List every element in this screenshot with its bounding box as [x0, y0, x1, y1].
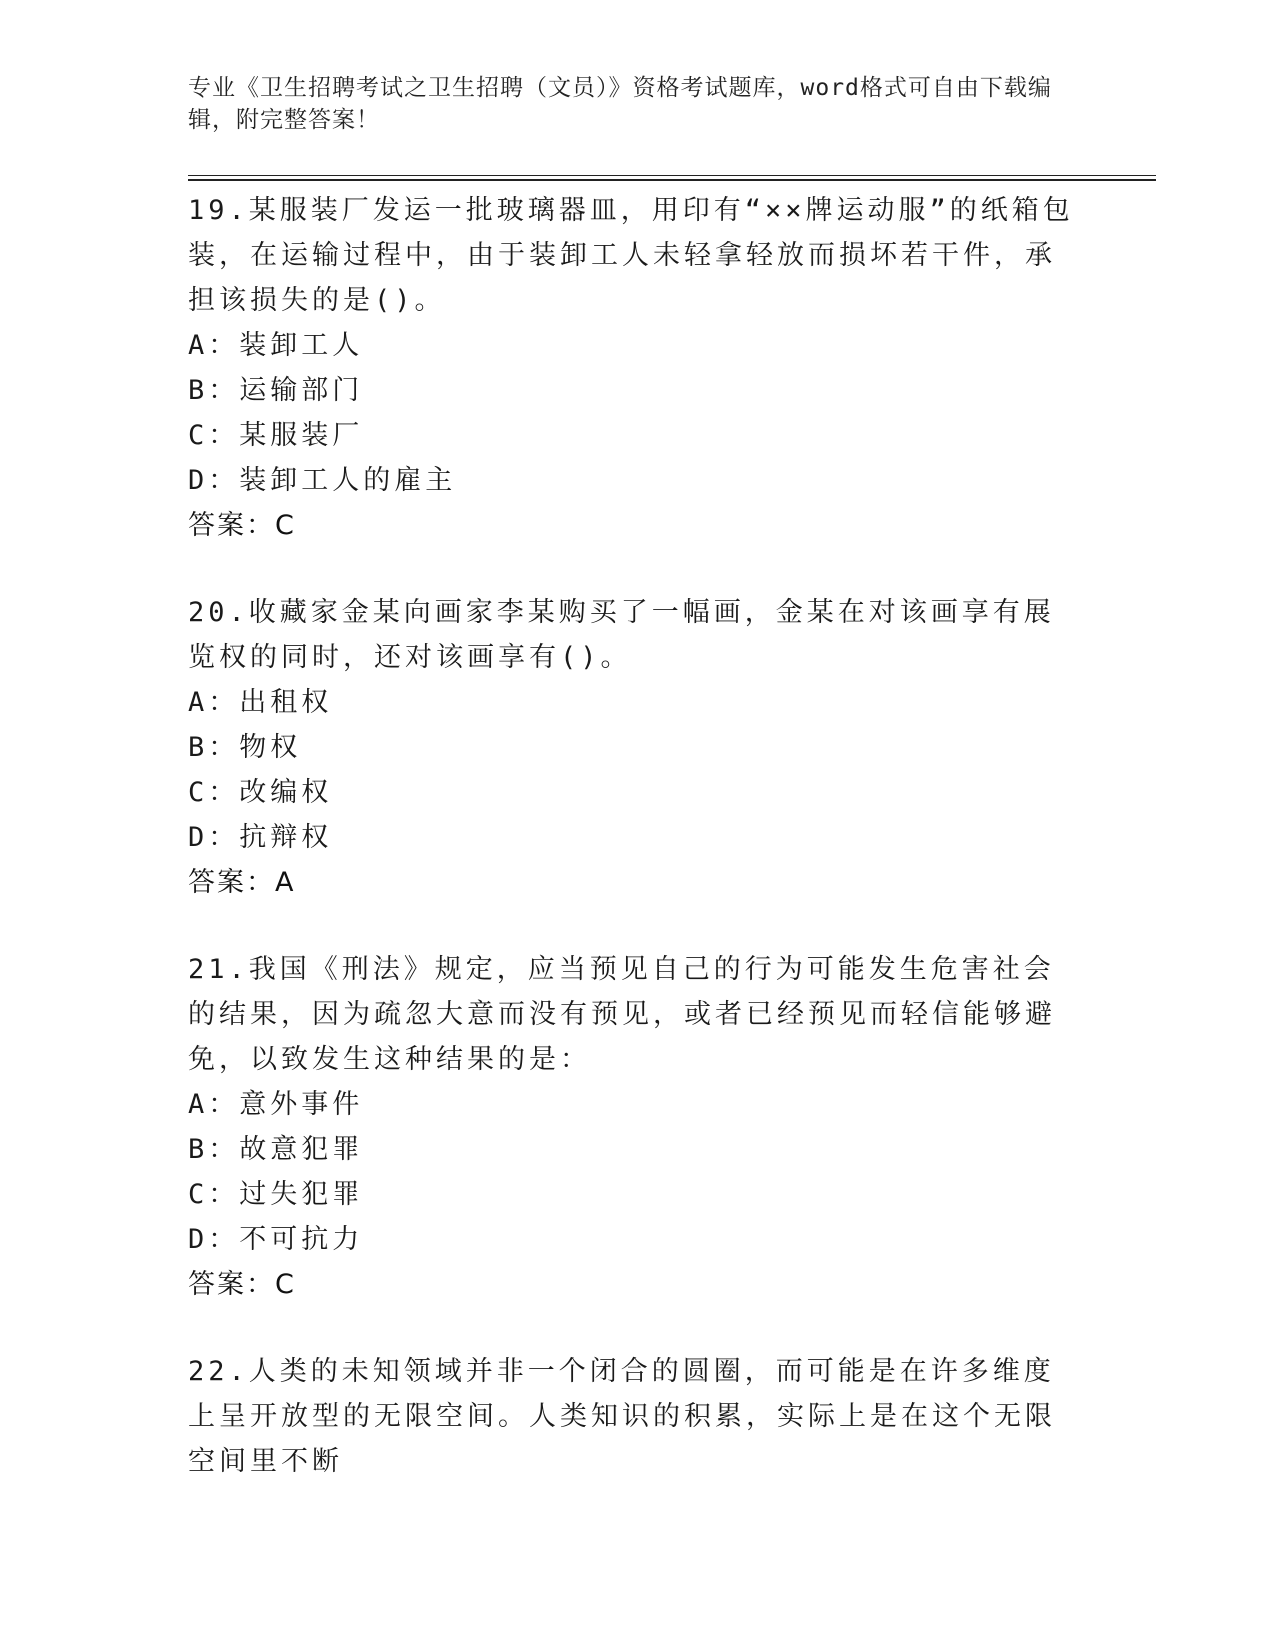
option-a: A：装卸工人	[188, 330, 364, 361]
question-stem: 22.人类的未知领域并非一个闭合的圆圈，而可能是在许多维度上呈开放型的无限空间。人类知识的积累，实际上是在这个无限空间里不断	[188, 1356, 1056, 1477]
option-c: C：某服装厂	[188, 420, 364, 451]
option-c: C：过失犯罪	[188, 1179, 364, 1210]
answer-line: 答案：A	[188, 867, 296, 898]
question-stem: 20.收藏家金某向画家李某购买了一幅画，金某在对该画享有展览权的同时，还对该画享有()。	[188, 597, 1055, 673]
question-22	[188, 1349, 1078, 1484]
question-stem: 19.某服装厂发运一批玻璃器皿，用印有“××牌运动服”的纸箱包装，在运输过程中，由于装卸工人未轻拿轻放而损坏若干件，承担该损失的是()。	[188, 195, 1074, 316]
option-b: B：运输部门	[188, 375, 364, 406]
answer-line: 答案：C	[188, 1269, 296, 1300]
question-stem: 21.我国《刑法》规定，应当预见自己的行为可能发生危害社会的结果，因为疏忽大意而没有预见，或者已经预见而轻信能够避免，以致发生这种结果的是：	[188, 954, 1056, 1075]
option-a: A：意外事件	[188, 1089, 364, 1120]
option-a: A：出租权	[188, 687, 333, 718]
header-divider-thin	[188, 175, 1156, 176]
option-d: D：抗辩权	[188, 822, 333, 853]
option-c: C：改编权	[188, 777, 333, 808]
question-20	[188, 590, 1078, 905]
question-21	[188, 947, 1078, 1307]
option-b: B：故意犯罪	[188, 1134, 364, 1165]
option-d: D：不可抗力	[188, 1224, 364, 1255]
answer-line: 答案：C	[188, 510, 296, 541]
option-b: B：物权	[188, 732, 302, 763]
option-d: D：装卸工人的雇主	[188, 465, 457, 496]
question-list	[188, 188, 1078, 1526]
header-divider-thick	[188, 179, 1156, 181]
document-header: 专业《卫生招聘考试之卫生招聘（文员）》资格考试题库，word格式可自由下载编辑，附完整答案！	[188, 75, 1052, 133]
question-19	[188, 188, 1078, 548]
